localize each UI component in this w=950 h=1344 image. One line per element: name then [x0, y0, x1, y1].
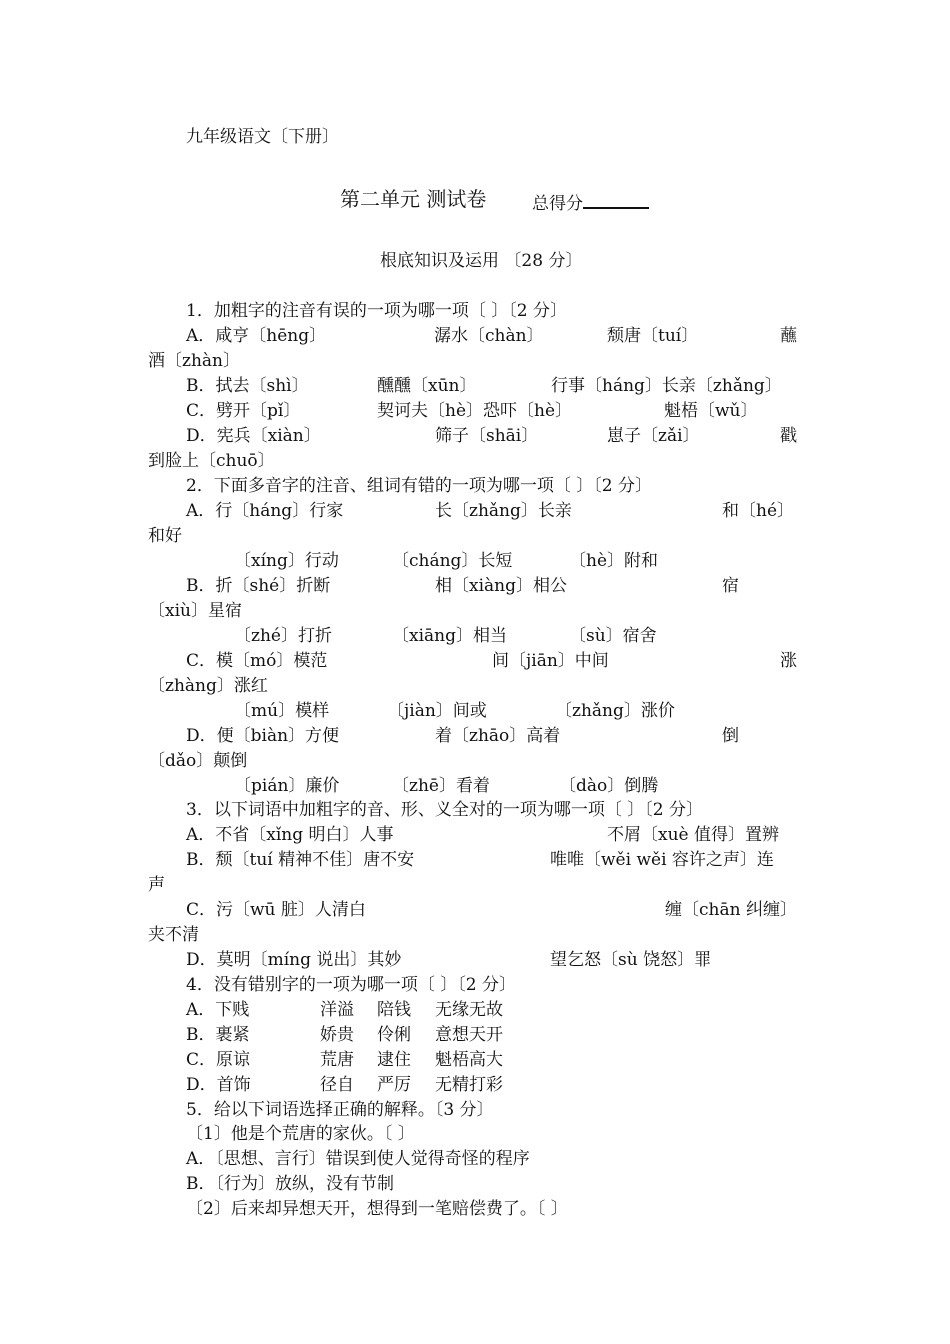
q1-option-d: D．宪兵〔xiàn〕 [186, 426, 321, 446]
q4-option-a-word-2: 洋溢 [320, 1000, 354, 1020]
q3-option-a: A．不省〔xǐng 明白〕人事 [186, 825, 394, 845]
q2-option-b-r2-2: 〔xiāng〕相当 [392, 626, 507, 646]
q1-option-c-3: 魁梧〔wǔ〕 [664, 401, 758, 421]
q5-sentence-2: 〔2〕后来却异想天开，想得到一笔赔偿费了。〔 〕 [186, 1199, 568, 1219]
page-title: 第二单元 测试卷 [340, 187, 487, 211]
q3-option-b-2: 唯唯〔wěi wěi 容许之声〕连 [550, 850, 774, 870]
q4-option-d: D．首饰 [186, 1075, 251, 1095]
q4-stem: 4．没有错别字的一项为哪一项〔 〕〔2 分〕 [186, 975, 516, 995]
q2-option-b-r2-3: 〔sù〕宿舍 [569, 626, 657, 646]
q2-option-c-3: 涨 [780, 651, 797, 671]
q1-option-d-4: 戳 [780, 426, 797, 446]
q1-option-c: C．劈开〔pǐ〕 [186, 401, 301, 421]
q2-option-d: D．便〔biàn〕方便 [186, 726, 340, 746]
q3-option-b-cont: 声 [148, 875, 165, 895]
q1-stem: 1．加粗字的注音有误的一项为哪一项〔 〕〔2 分〕 [186, 301, 567, 321]
q1-option-a-3: 颓唐〔tuí〕 [607, 326, 699, 346]
q4-option-c-word-4: 魁梧高大 [435, 1050, 503, 1070]
q2-option-a-r2-2: 〔cháng〕长短 [392, 551, 513, 571]
q2-option-b-r2-1: 〔zhé〕打折 [234, 626, 332, 646]
q2-option-c-cont: 〔zhàng〕涨红 [148, 676, 268, 696]
q4-option-b-word-4: 意想天开 [435, 1025, 503, 1045]
q2-option-a-r2-3: 〔hè〕附和 [569, 551, 659, 571]
q4-option-c-word-2: 荒唐 [320, 1050, 354, 1070]
q1-option-b-2: 醺醺〔xūn〕 [377, 376, 477, 396]
q2-option-c-r2-2: 〔jiàn〕间或 [387, 701, 487, 721]
q5-sentence-1-option-a: A．〔思想、言行〕错误到使人觉得奇怪的程序 [186, 1149, 530, 1169]
q4-option-a-word-4: 无缘无故 [435, 1000, 503, 1020]
q2-option-d-r2-2: 〔zhē〕看着 [392, 776, 490, 796]
q2-option-d-2: 着〔zhāo〕高着 [435, 726, 561, 746]
q1-option-d-cont: 到脸上〔chuō〕 [148, 451, 275, 471]
q4-option-c-word-3: 逮住 [377, 1050, 411, 1070]
document-header: 九年级语文〔下册〕 [186, 127, 339, 147]
section-heading: 根底知识及运用 〔28 分〕 [380, 251, 583, 271]
q1-option-b-3: 行事〔háng〕长亲〔zhǎng〕 [551, 376, 782, 396]
q2-option-d-cont: 〔dǎo〕颠倒 [148, 751, 248, 771]
q4-option-d-word-3: 严厉 [377, 1075, 411, 1095]
total-score-label: 总得分 [532, 191, 649, 214]
q2-option-d-r2-3: 〔dào〕倒腾 [559, 776, 659, 796]
q4-option-c: C．原谅 [186, 1050, 251, 1070]
score-blank [583, 191, 649, 209]
q3-option-c-2: 缠〔chān 纠缠〕 [665, 900, 797, 920]
q1-option-a-2: 潺水〔chàn〕 [434, 326, 544, 346]
q1-option-c-2: 契诃夫〔hè〕恐吓〔hè〕 [377, 401, 573, 421]
q2-option-b-3: 宿 [722, 576, 739, 596]
q2-option-b-2: 相〔xiàng〕相公 [435, 576, 567, 596]
q2-stem: 2．下面多音字的注音、组词有错的一项为哪一项〔 〕〔2 分〕 [186, 476, 652, 496]
q2-option-b: B．折〔shé〕折断 [186, 576, 331, 596]
q2-option-a-cont: 和好 [148, 526, 182, 546]
q5-stem: 5．给以下词语选择正确的解释。〔3 分〕 [186, 1100, 494, 1120]
q3-option-c: C．污〔wū 脏〕人清白 [186, 900, 366, 920]
q1-option-b: B．拭去〔shì〕 [186, 376, 309, 396]
q3-stem: 3．以下词语中加粗字的音、形、义全对的一项为哪一项〔 〕〔2 分〕 [186, 800, 703, 820]
q1-option-a-4: 蘸 [780, 326, 797, 346]
q2-option-a: A．行〔háng〕行家 [186, 501, 344, 521]
q1-option-a: A．咸亨〔hēng〕 [186, 326, 327, 346]
q3-option-d-2: 望乞怒〔sù 饶怒〕罪 [550, 950, 712, 970]
q4-option-b: B．裹紧 [186, 1025, 250, 1045]
q5-sentence-1-option-b: B．〔行为〕放纵，没有节制 [186, 1174, 394, 1194]
q3-option-c-cont: 夹不清 [148, 925, 199, 945]
q1-option-d-2: 筛子〔shāi〕 [435, 426, 539, 446]
q2-option-a-3: 和〔hé〕 [722, 501, 795, 521]
q3-option-d: D．莫明〔míng 说出〕其妙 [186, 950, 402, 970]
q4-option-b-word-3: 伶俐 [377, 1025, 411, 1045]
q4-option-a: A．下贱 [186, 1000, 250, 1020]
q4-option-d-word-2: 径自 [320, 1075, 354, 1095]
q3-option-a-2: 不屑〔xuè 值得〕置辨 [607, 825, 780, 845]
q1-option-d-3: 崽子〔zǎi〕 [607, 426, 700, 446]
q2-option-c-2: 间〔jiān〕中间 [492, 651, 609, 671]
q2-option-c: C．模〔mó〕模范 [186, 651, 328, 671]
q2-option-c-r2-1: 〔mú〕模样 [234, 701, 330, 721]
q4-option-a-word-3: 陪钱 [377, 1000, 411, 1020]
q5-sentence-1: 〔1〕他是个荒唐的家伙。〔 〕 [186, 1124, 415, 1144]
q2-option-c-r2-3: 〔zhǎng〕涨价 [555, 701, 675, 721]
q1-option-a-cont: 酒〔zhàn〕 [148, 351, 240, 371]
q3-option-b: B．颓〔tuí 精神不佳〕唐不安 [186, 850, 415, 870]
q2-option-b-cont: 〔xiù〕星宿 [148, 601, 242, 621]
q2-option-d-r2-1: 〔pián〕廉价 [234, 776, 340, 796]
q2-option-a-2: 长〔zhǎng〕长亲 [435, 501, 572, 521]
q4-option-d-word-4: 无精打彩 [435, 1075, 503, 1095]
q2-option-d-3: 倒 [722, 726, 739, 746]
q4-option-b-word-2: 娇贵 [320, 1025, 354, 1045]
q2-option-a-r2-1: 〔xíng〕行动 [234, 551, 339, 571]
